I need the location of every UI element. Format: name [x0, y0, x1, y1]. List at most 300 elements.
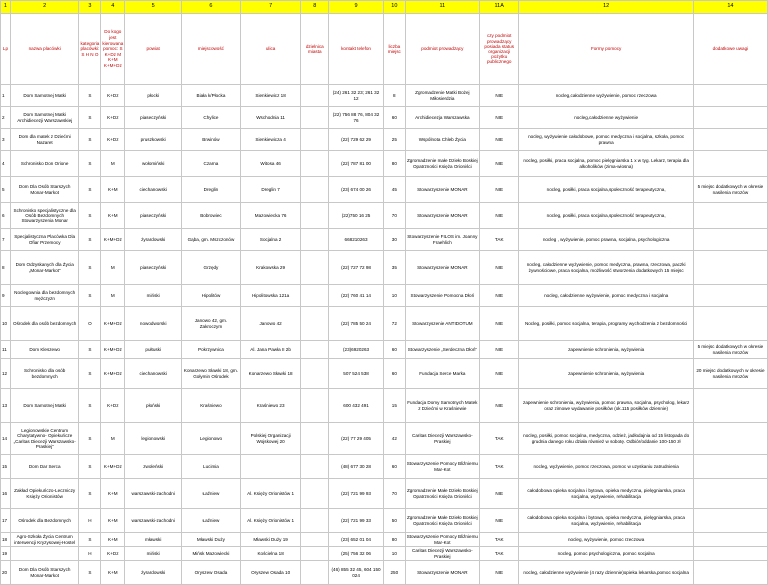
- target-group-cell: K+M+Dz: [101, 307, 125, 341]
- county-cell: płocki: [125, 85, 182, 107]
- phone-cell: (22) 787 81 00: [329, 151, 384, 177]
- street-cell: Witosa 46: [240, 151, 301, 177]
- street-cell: Janowo 42: [240, 307, 301, 341]
- opp-status-cell: NIE: [479, 389, 518, 423]
- category-cell: S: [79, 561, 101, 585]
- operator-cell: Zgromadzenie Matki Bożej Miłosierdzia: [405, 85, 479, 107]
- district-cell: [301, 533, 329, 547]
- district-cell: [301, 129, 329, 151]
- institution-name-cell: Ośrodek dla Bezdomnych: [10, 509, 79, 533]
- street-cell: Mazowiecka 76: [240, 203, 301, 229]
- notes-cell: [693, 547, 767, 561]
- assistance-forms-cell: Nocleg, posiłki, pomoc socjalna, terapia, programy wychodzenia z bezdomności: [519, 307, 693, 341]
- places-count-cell: 60: [383, 359, 405, 389]
- locality-cell: Legionowo: [182, 423, 241, 455]
- county-cell: żyrardowski: [125, 229, 182, 251]
- target-group-cell: K+Dz: [101, 107, 125, 129]
- column-number-cell: 11: [405, 1, 479, 14]
- institution-name-cell: Schronisko specjalistyczne dla Osób Bezdomnych Stowarzyszenia Monar: [10, 203, 79, 229]
- phone-cell: (22)750 16 25: [329, 203, 384, 229]
- locality-cell: Łaźniew: [182, 479, 241, 509]
- row-number-cell: 14: [1, 423, 11, 455]
- target-group-cell: K+M: [101, 509, 125, 533]
- county-cell: piaseczyński: [125, 107, 182, 129]
- locality-cell: Mławski Duży: [182, 533, 241, 547]
- opp-status-cell: NIE: [479, 151, 518, 177]
- institution-name-cell: Dom Kleszewo: [10, 341, 79, 359]
- category-cell: S: [79, 341, 101, 359]
- table-row: [1, 229, 768, 251]
- street-cell: Mławski Duży 19: [240, 533, 301, 547]
- district-cell: [301, 203, 329, 229]
- operator-cell: Archidiecezja Warszawska: [405, 107, 479, 129]
- column-number-cell: 3: [79, 1, 101, 14]
- operator-cell: Stowarzyszenie ANTIDOTUM: [405, 307, 479, 341]
- row-number-cell: 17: [1, 509, 11, 533]
- row-number-cell: 20: [1, 561, 11, 585]
- places-count-cell: 25: [383, 129, 405, 151]
- places-count-cell: 30: [383, 229, 405, 251]
- target-group-cell: M: [101, 285, 125, 307]
- opp-status-cell: TAK: [479, 423, 518, 455]
- phone-cell: (22) 727 72 98: [329, 251, 384, 285]
- assistance-forms-cell: nocleg, całodzienne wyżywienie, pomoc medyczna i socjalna: [519, 285, 693, 307]
- opp-status-cell: NIE: [479, 129, 518, 151]
- places-count-cell: 70: [383, 203, 405, 229]
- column-number-cell: 8: [301, 1, 329, 14]
- institution-name-cell: Dom Odzyskanych dla Życia „Monar-Markot”: [10, 251, 79, 285]
- notes-cell: [693, 307, 767, 341]
- header-kontakt: kontakt telefon: [329, 14, 384, 85]
- street-cell: Polskiej Organizacji Wojskowej 20: [240, 423, 301, 455]
- assistance-forms-cell: nocleg, całodzienne wyżywienie, pomoc medyczna, prawna, rzeczowa, paczki żywnościowe, praca socjalna, możliwość stworzenia dodatkowych 15 miejsc: [519, 251, 693, 285]
- institution-name-cell: Agro-Szkoła Życia Centrum interwencji Kryzysowej-Hostel: [10, 533, 79, 547]
- assistance-forms-cell: zapewnienie schronienia, wyżywienia: [519, 341, 693, 359]
- notes-cell: [693, 203, 767, 229]
- county-cell: warszawski-zachodni: [125, 479, 182, 509]
- column-number-cell: 10: [383, 1, 405, 14]
- target-group-cell: K+M+Dz: [101, 359, 125, 389]
- assistance-forms-cell: nocleg, posiłki, praca socjalna,społeczność terapeutyczna,: [519, 177, 693, 203]
- operator-cell: Stowarzyszenie MONAR: [405, 251, 479, 285]
- assistance-forms-cell: nocleg,całodzienne wyżywienie: [519, 107, 693, 129]
- notes-cell: [693, 229, 767, 251]
- target-group-cell: K+M: [101, 533, 125, 547]
- category-cell: S: [79, 455, 101, 479]
- places-count-cell: 50: [383, 509, 405, 533]
- phone-cell: (23)6920263: [329, 341, 384, 359]
- street-cell: Konarzewo Sławki 18: [240, 359, 301, 389]
- assistance-forms-cell: nocleg, wyżywienie, pomoc rzeczowa, pomoc w uzyskaniu zatrudnienia: [519, 455, 693, 479]
- phone-cell: (22) 721 99 93: [329, 479, 384, 509]
- header-pozytek: czy podmiot prowadzący posiada status organizacji pożytku publicznego: [479, 14, 518, 85]
- street-cell: Sienkiewicza 4: [240, 129, 301, 151]
- opp-status-cell: NIE: [479, 203, 518, 229]
- row-number-cell: 9: [1, 285, 11, 307]
- target-group-cell: K+M+Dz: [101, 229, 125, 251]
- phone-cell: (22) 760 41 14: [329, 285, 384, 307]
- county-cell: miński: [125, 285, 182, 307]
- institution-name-cell: Zakład Opiekuńczo-Leczniczy Księży Orionistów: [10, 479, 79, 509]
- category-cell: S: [79, 479, 101, 509]
- table-row: [1, 547, 768, 561]
- opp-status-cell: TAK: [479, 547, 518, 561]
- assistance-forms-cell: nocleg , wyżywienie, pomoc prawna, socjalna, psychologiczna: [519, 229, 693, 251]
- column-number-cell: 11A: [479, 1, 518, 14]
- phone-cell: (24) 261 32 23; 261 32 12: [329, 85, 384, 107]
- opp-status-cell: NIE: [479, 341, 518, 359]
- county-cell: legionowski: [125, 423, 182, 455]
- header-kategoria: kategoria placówki: S H N O: [79, 14, 101, 85]
- opp-status-cell: NIE: [479, 285, 518, 307]
- row-number-cell: 8: [1, 251, 11, 285]
- district-cell: [301, 251, 329, 285]
- target-group-cell: K+M: [101, 479, 125, 509]
- table-row: [1, 561, 768, 585]
- opp-status-cell: TAK: [479, 229, 518, 251]
- street-cell: Socjalna 2: [240, 229, 301, 251]
- institution-name-cell: Ośrodek dla osób bezdomnych: [10, 307, 79, 341]
- opp-status-cell: NIE: [479, 509, 518, 533]
- district-cell: [301, 177, 329, 203]
- district-cell: [301, 359, 329, 389]
- street-cell: Kraśniewo 23: [240, 389, 301, 423]
- phone-cell: (22) 729 62 29: [329, 129, 384, 151]
- notes-cell: [693, 561, 767, 585]
- category-cell: S: [79, 423, 101, 455]
- street-cell: Al. Jana Pawła II 2b: [240, 341, 301, 359]
- target-group-cell: K+M+Dz: [101, 341, 125, 359]
- table-row: [1, 307, 768, 341]
- target-group-cell: K+M: [101, 203, 125, 229]
- institution-name-cell: Dom Dla Osób Starszych Monar-Markot: [10, 177, 79, 203]
- table-row: [1, 177, 768, 203]
- category-cell: S: [79, 359, 101, 389]
- notes-cell: [693, 85, 767, 107]
- header-dzielnica: dzielnica miasta: [301, 14, 329, 85]
- row-number-cell: 6: [1, 203, 11, 229]
- places-count-cell: 72: [383, 307, 405, 341]
- table-row: [1, 107, 768, 129]
- places-count-cell: 45: [383, 177, 405, 203]
- places-count-cell: 70: [383, 479, 405, 509]
- district-cell: [301, 341, 329, 359]
- column-number-cell: 12: [519, 1, 693, 14]
- county-cell: piaseczyński: [125, 251, 182, 285]
- column-number-cell: 7: [240, 1, 301, 14]
- district-cell: [301, 547, 329, 561]
- notes-cell: [693, 509, 767, 533]
- phone-cell: (22) 77 29 405: [329, 423, 384, 455]
- county-cell: ciechanowski: [125, 359, 182, 389]
- institution-name-cell: Dom Samotnej Matki Archidiecezji Warszawskiej: [10, 107, 79, 129]
- category-cell: S: [79, 229, 101, 251]
- places-count-cell: 60: [383, 107, 405, 129]
- county-cell: zwoleński: [125, 455, 182, 479]
- notes-cell: [693, 389, 767, 423]
- locality-cell: Mińsk Mazowiecki: [182, 547, 241, 561]
- places-count-cell: 42: [383, 423, 405, 455]
- district-cell: [301, 455, 329, 479]
- header-ulica: ulica: [240, 14, 301, 85]
- opp-status-cell: TAK: [479, 533, 518, 547]
- row-number-cell: 11: [1, 341, 11, 359]
- locality-cell: Konarzewo Sławki 18, gm. Gołymin Ośrodek: [182, 359, 241, 389]
- operator-cell: Fundacja Serce Marka: [405, 359, 479, 389]
- target-group-cell: K+Dz: [101, 389, 125, 423]
- county-cell: żyrardowski: [125, 561, 182, 585]
- locality-cell: Dreglin: [182, 177, 241, 203]
- table-row: [1, 203, 768, 229]
- table-row: [1, 151, 768, 177]
- operator-cell: Stowarzyszenie MONAR: [405, 561, 479, 585]
- institution-name-cell: Noclegownia dla bezdomnych mężczyzn: [10, 285, 79, 307]
- assistance-forms-cell: zapewnienie schronienia, wyżywienia: [519, 359, 693, 389]
- header-lp: Lp: [1, 14, 11, 85]
- category-cell: S: [79, 85, 101, 107]
- target-group-cell: K+M: [101, 177, 125, 203]
- places-count-cell: 15: [383, 389, 405, 423]
- locality-cell: Brwinów: [182, 129, 241, 151]
- operator-cell: Stowarzyszenie MONAR: [405, 177, 479, 203]
- locality-cell: Chylice: [182, 107, 241, 129]
- header-podmiot: podmiot prowadzący: [405, 14, 479, 85]
- institution-name-cell: Dom Dla Osób Starszych Monar-Markot: [10, 561, 79, 585]
- phone-cell: 507 524 538: [329, 359, 384, 389]
- locality-cell: Biała k/Płocka: [182, 85, 241, 107]
- operator-cell: Stowarzyszenie MONAR: [405, 203, 479, 229]
- target-group-cell: K+Dz: [101, 85, 125, 107]
- places-count-cell: 10: [383, 285, 405, 307]
- places-count-cell: 80: [383, 151, 405, 177]
- target-group-cell: M: [101, 423, 125, 455]
- locality-cell: Oryszew Osada: [182, 561, 241, 585]
- operator-cell: Stowarzyszenie FILOS im. Joanny Fraehlich: [405, 229, 479, 251]
- header-miejscowosc: miejscowość: [182, 14, 241, 85]
- assistance-forms-cell: nocleg, posiłki, praca socjalna, pomoc pielęgniarska 1 x w tyg. Lekarz, terapia dla alkoholików (zima-wiosna): [519, 151, 693, 177]
- row-number-cell: 15: [1, 455, 11, 479]
- phone-cell: 668210263: [329, 229, 384, 251]
- category-cell: S: [79, 285, 101, 307]
- target-group-cell: M: [101, 151, 125, 177]
- category-cell: S: [79, 107, 101, 129]
- institution-name-cell: Specjalistyczna Placówka Dla Ofiar Przemocy: [10, 229, 79, 251]
- operator-cell: Zgromadzenie Małe Dzieło Boskiej Opatrzności Księża Orioniści: [405, 479, 479, 509]
- notes-cell: [693, 151, 767, 177]
- column-number-cell: 14: [693, 1, 767, 14]
- opp-status-cell: NIE: [479, 479, 518, 509]
- table-row: [1, 251, 768, 285]
- phone-cell: (23) 652 01 04: [329, 533, 384, 547]
- header-liczba: liczba miejsc: [383, 14, 405, 85]
- locality-cell: Lucimia: [182, 455, 241, 479]
- institution-name-cell: Legionowskie Centrum Charytatywno- Opiekuńcze „Caritas Diecezji Warszawsko-Praskiej”: [10, 423, 79, 455]
- institution-name-cell: [10, 547, 79, 561]
- opp-status-cell: NIE: [479, 177, 518, 203]
- opp-status-cell: NIE: [479, 561, 518, 585]
- institution-name-cell: Dom Samotnej Matki: [10, 85, 79, 107]
- category-cell: S: [79, 177, 101, 203]
- notes-cell: [693, 251, 767, 285]
- county-cell: miński: [125, 547, 182, 561]
- table-row: [1, 533, 768, 547]
- opp-status-cell: NIE: [479, 251, 518, 285]
- locality-cell: Łaźniew: [182, 509, 241, 533]
- table-row: [1, 479, 768, 509]
- assistance-forms-cell: całodobowa opieka socjalna i bytowa, opieka medyczna, pielęgniarska, praca socjalna, wyżywienie, rehabilitacja: [519, 509, 693, 533]
- column-number-cell: 2: [10, 1, 79, 14]
- locality-cell: Gąba, gm. Mszczonów: [182, 229, 241, 251]
- locality-cell: Bobrowiec: [182, 203, 241, 229]
- street-cell: Dreglin 7: [240, 177, 301, 203]
- operator-cell: Wspólnota Chleb Życia: [405, 129, 479, 151]
- column-number-cell: 4: [101, 1, 125, 14]
- column-number-row: [1, 1, 768, 14]
- assistance-forms-cell: całodobowa opieka socjalna i bytowa, opieka medyczna, pielęgniarska, praca socjalna, wyżywienie, rehabilitacja: [519, 479, 693, 509]
- district-cell: [301, 307, 329, 341]
- row-number-cell: 19: [1, 547, 11, 561]
- county-cell: wołomiński: [125, 151, 182, 177]
- header-name: nazwa placówki: [10, 14, 79, 85]
- notes-cell: 20 miejsc dodatkowych w okresie nasilenia mrozów: [693, 359, 767, 389]
- district-cell: [301, 479, 329, 509]
- county-cell: mławski: [125, 533, 182, 547]
- notes-cell: [693, 285, 767, 307]
- street-cell: Sienkiewicz 18: [240, 85, 301, 107]
- operator-cell: Stowarzyszenie Pomocy Bliźniemu Mar-Kot: [405, 455, 479, 479]
- row-number-cell: 10: [1, 307, 11, 341]
- opp-status-cell: NIE: [479, 307, 518, 341]
- table-row: [1, 423, 768, 455]
- district-cell: [301, 107, 329, 129]
- street-cell: Oryszew Osada 10: [240, 561, 301, 585]
- row-number-cell: 1: [1, 85, 11, 107]
- places-count-cell: 35: [383, 251, 405, 285]
- district-cell: [301, 151, 329, 177]
- phone-cell: (22) 756 88 76, 804 32 76: [329, 107, 384, 129]
- table-row: [1, 85, 768, 107]
- row-number-cell: 16: [1, 479, 11, 509]
- column-number-cell: 5: [125, 1, 182, 14]
- district-cell: [301, 285, 329, 307]
- phone-cell: 600 432 491: [329, 389, 384, 423]
- table-row: [1, 389, 768, 423]
- category-cell: S: [79, 251, 101, 285]
- operator-cell: Caritas Diecezji Warszawsko-Praskiej: [405, 547, 479, 561]
- county-cell: ciechanowski: [125, 177, 182, 203]
- column-header-row: [1, 14, 768, 85]
- phone-cell: (23) 674 00 26: [329, 177, 384, 203]
- row-number-cell: 18: [1, 533, 11, 547]
- district-cell: [301, 509, 329, 533]
- district-cell: [301, 423, 329, 455]
- places-count-cell: 80: [383, 533, 405, 547]
- locality-cell: Grzędy: [182, 251, 241, 285]
- target-group-cell: M: [101, 251, 125, 285]
- county-cell: pułtuski: [125, 341, 182, 359]
- category-cell: O: [79, 307, 101, 341]
- locality-cell: Kraśniewo: [182, 389, 241, 423]
- target-group-cell: K+M+Dz: [101, 455, 125, 479]
- category-cell: S: [79, 389, 101, 423]
- institution-name-cell: Dom Dar Serca: [10, 455, 79, 479]
- row-number-cell: 3: [1, 129, 11, 151]
- district-cell: [301, 85, 329, 107]
- table-row: [1, 359, 768, 389]
- row-number-cell: 4: [1, 151, 11, 177]
- phone-cell: (48) 677 30 28: [329, 455, 384, 479]
- category-cell: S: [79, 203, 101, 229]
- opp-status-cell: TAK: [479, 455, 518, 479]
- notes-cell: 5 miejsc dodatkowych w okresie nasilenia mrozów: [693, 341, 767, 359]
- assistance-forms-cell: nocleg, wyżywienie całodobowe, pomoc medyczna i socjalna, szkoła, pomoc prawna: [519, 129, 693, 151]
- notes-cell: [693, 423, 767, 455]
- county-cell: piaseczyński: [125, 203, 182, 229]
- places-count-cell: 8: [383, 85, 405, 107]
- table-row: [1, 341, 768, 359]
- assistance-forms-cell: nocleg, całodzienne wyżywienie (4 razy dziennie)opieka lekarska,pomoc socjalna: [519, 561, 693, 585]
- phone-cell: (22) 721 99 33: [329, 509, 384, 533]
- assistance-forms-cell: nocleg,całodzienne wyżywienie, pomoc rzeczowa: [519, 85, 693, 107]
- category-cell: H: [79, 509, 101, 533]
- operator-cell: Zgromadzenie Małe Dzieło Boskiej Opatrzności Księża Orioniści: [405, 509, 479, 533]
- assistance-forms-cell: zapewnienie schronienia, wyżywienia, pomoc prawna, socjalna, psycholog, lekarz oraz zimowe wydawanie posiłków (ok.115 posiłków dziennie): [519, 389, 693, 423]
- county-cell: pruszkowski: [125, 129, 182, 151]
- street-cell: Wschodnia 11: [240, 107, 301, 129]
- header-dla-kogo: Do kogo jest kierowana pomoc: S K+Dz M K+M K+M+Dz: [101, 14, 125, 85]
- locality-cell: Janowo 42, gm. Zakroczym: [182, 307, 241, 341]
- phone-cell: (22) 785 50 24: [329, 307, 384, 341]
- table-row: [1, 285, 768, 307]
- operator-cell: Fundacja Domy Samotnych Matek z Dziećmi w Kraśniewie: [405, 389, 479, 423]
- header-powiat: powiat: [125, 14, 182, 85]
- assistance-forms-cell: nocleg, wyżywienie, pomoc rzeczowa: [519, 533, 693, 547]
- institution-name-cell: Schronisko dla osób bezdomnych: [10, 359, 79, 389]
- target-group-cell: K+M: [101, 561, 125, 585]
- target-group-cell: K+Dz: [101, 129, 125, 151]
- column-number-cell: 6: [182, 1, 241, 14]
- street-cell: Hipolitowska 121a: [240, 285, 301, 307]
- places-count-cell: 10: [383, 547, 405, 561]
- notes-cell: [693, 455, 767, 479]
- operator-cell: Caritas Diecezji Warszawsko-Praskiej: [405, 423, 479, 455]
- operator-cell: Zgromadzenie małe Dzieło Boskiej Opatrzności Księża Orioniści: [405, 151, 479, 177]
- assistance-forms-cell: nocleg, pomoc psychologiczna, pomoc socjalna: [519, 547, 693, 561]
- operator-cell: Stowarzyszenie Pomocna Dłoń: [405, 285, 479, 307]
- institution-name-cell: Dom Samotnej Matki: [10, 389, 79, 423]
- locality-cell: Czarna: [182, 151, 241, 177]
- locality-cell: Hipolitów: [182, 285, 241, 307]
- notes-cell: [693, 479, 767, 509]
- assistance-forms-cell: nocleg, posiłki, praca socjalna,społeczność terapeutyczna,: [519, 203, 693, 229]
- row-number-cell: 12: [1, 359, 11, 389]
- county-cell: warszawski-zachodni: [125, 509, 182, 533]
- row-number-cell: 2: [1, 107, 11, 129]
- notes-cell: [693, 129, 767, 151]
- notes-cell: 5 miejsc dodatkowych w okresie nasilenia mrozów: [693, 177, 767, 203]
- column-number-cell: 9: [329, 1, 384, 14]
- institution-name-cell: Schronisko Don Orione: [10, 151, 79, 177]
- institution-name-cell: Dom dla matek z Dziećmi Nazaret: [10, 129, 79, 151]
- operator-cell: Stowarzyszenie Pomocy Bliźniemu Mar-Kot: [406, 534, 478, 545]
- assistance-forms-cell: nocleg, posiłki, pomoc socjalna, medyczna, odzież, jadłodajnia od 15 listopada do grudnia danego roku działa również w sobotę. Odbiór/oddanie 100-150 zł: [519, 423, 693, 455]
- places-count-cell: 250: [383, 561, 405, 585]
- row-number-cell: 7: [1, 229, 11, 251]
- street-cell: [240, 455, 301, 479]
- county-cell: nowodworski: [125, 307, 182, 341]
- district-cell: [301, 389, 329, 423]
- phone-cell: (25) 756 32 06: [329, 547, 384, 561]
